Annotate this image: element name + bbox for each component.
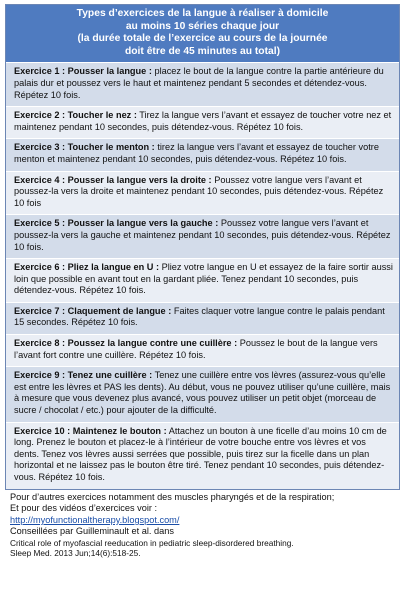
exercise-title: Exercice 7 : Claquement de langue : [14,305,172,316]
header-line: Types d’exercices de la langue à réaliser à domicile [76,8,329,19]
exercise-row-9 [6,366,399,421]
header-line: (la durée totale de l’exercice au cours de la journée [77,33,328,45]
exercise-title: Exercice 2 : Toucher le nez : [14,110,137,121]
exercise-text: placez le bout de la langue contre la partie antérieure du palais dur et poussez vers le haut et maintenez pendant 5 secondes et détendez-vous. Répétez 10 fois. [14,66,384,100]
footer-notes [10,492,400,559]
exercise-row-6 [6,258,399,302]
exercise-text: Attachez un bouton à une ficelle d’au moins 10 cm de long. Prenez le bouton et placez-le à l’intérieur de votre bouche entre vos lèvres et vos dents. Tenez vos lèvres aussi serrées que possible, puis tirez sur la ficelle dans un plan horizontal et ne laissez pas le bouton être tiré. Tenez pendant 10 secondes, puis détendez-vous. Répétez 10 fois. [14,425,387,482]
exercise-title: Exercice 8 : Poussez la langue contre une cuillère : [14,338,238,349]
exercise-text: Poussez le bout de la langue vers l’avant fort contre une cuillère. Répétez 10 fois. [14,338,378,360]
footer-line-2: Et pour des vidéos d’exercices voir : [10,503,158,514]
header-line: au moins 10 séries chaque jour [125,20,280,32]
exercise-text: Tenez une cuillère entre vos lèvres (assurez-vous qu’elle est entre les lèvres et PAS les dents). Au début, vous ne pouvez utiliser qu’une cuillère, mais à mesure que vous devenez plus avancé, vous pouvez utiliser un petit objet (morceau de sucre / chocolat / etc.) pour ajouter de la difficulté. [14,370,391,416]
exercise-row-8 [6,334,399,366]
exercise-title: Exercice 10 : Maintenez le bouton : [14,425,167,436]
footer-line-1: Pour d’autres exercices notamment des muscles pharyngés et de la respiration; [10,492,335,502]
exercise-row-3 [6,138,399,170]
exercise-text: tirez la langue vers l’avant et essayez de toucher votre menton et maintenez pendant 10 secondes, puis détendez-vous. Répétez 10 fois. [14,142,379,164]
exercise-text: Poussez votre langue vers l’avant et poussez-la vers la gauche et maintenez pendant 10 secondes, puis détendez-vous. Répétez 10 fois. [14,218,391,252]
exercise-row-2 [6,106,399,138]
exercise-table [5,4,400,490]
exercise-title: Exercice 3 : Toucher le menton : [14,142,155,153]
exercise-text: Faites claquer votre langue contre le palais pendant 15 secondes. Répétez 10 fois. [14,305,385,328]
exercise-row-10 [6,422,399,489]
exercise-title: Exercice 5 : Pousser la langue vers la gauche : [14,218,219,229]
exercise-text: Pliez votre langue en U et essayez de la faire sortir aussi loin que possible en avant tout en la gardant pliée. Tenez pendant 10 secondes, puis détendez-vous. Répétez 10 fois. [14,262,393,296]
exercise-row-5 [6,214,399,258]
exercise-title: Exercice 4 : Pousser la langue vers la droite : [14,174,212,185]
exercise-title: Exercice 9 : Tenez une cuillère : [14,370,153,381]
citation-title: Critical role of myofascial reeducation in pediatric sleep-disordered breathing. [10,537,294,548]
exercise-row-4 [6,171,399,215]
footer-line-3: Conseillées par Guilleminault et al. dans [10,526,174,537]
header-line: doit être de 45 minutes au total) [124,45,281,57]
exercise-text: Poussez votre langue vers l’avant et poussez-la vers la droite et maintenez pendant 10 secondes, puis détendez-vous. Répétez 10 fois [14,174,384,208]
table-header [6,5,399,62]
exercise-title: Exercice 1 : Pousser la langue : [14,66,152,77]
exercise-row-7 [6,302,399,334]
exercise-title: Exercice 6 : Pliez la langue en U : [14,262,160,273]
exercise-row-1 [6,62,399,106]
blog-link[interactable]: http://myofunctionaltherapy.blogspot.com/ [10,514,180,525]
citation-source: Sleep Med. 2013 Jun;14(6):518-25. [10,548,141,559]
exercise-text: Tirez la langue vers l’avant et essayez de toucher votre nez et maintenez pendant 10 secondes, puis détendez-vous. Répétez 10 fois. [14,110,392,132]
